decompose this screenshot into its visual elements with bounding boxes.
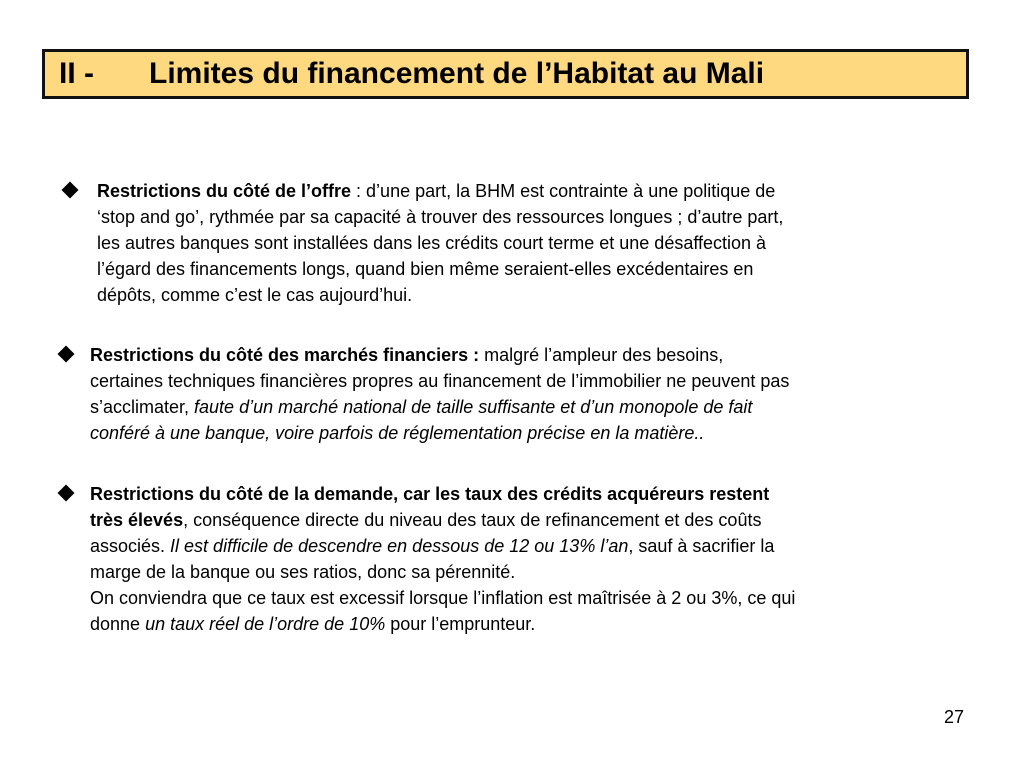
- bullet-markets-line3-plain: s’acclimater,: [90, 397, 195, 417]
- bullet-offer-line3: les autres banques sont installées dans les crédits court terme et une désaffection à: [97, 233, 767, 253]
- bullet-demand-line3-end: , sauf à sacrifier la: [628, 536, 775, 556]
- slide-title: Limites du financement de l’Habitat au Mali: [149, 57, 765, 90]
- bullet-offer-line1: : d’une part, la BHM est contrainte à une politique de: [351, 181, 776, 201]
- bullet-markets-heading: Restrictions du côté des marchés financiers :: [90, 345, 480, 365]
- slide-title-box: [42, 49, 969, 99]
- bullet-markets-line4-italic: conféré à une banque, voire parfois de réglementation précise en la matière..: [90, 423, 705, 443]
- bullet-demand-text: [90, 481, 795, 637]
- bullet-markets-line1: malgré l’ampleur des besoins,: [479, 345, 724, 365]
- bullet-demand-heading-line2: très élevés: [90, 510, 184, 530]
- bullet-markets-text: [90, 342, 789, 446]
- bullet-demand-heading-line1: Restrictions du côté de la demande, car les taux des crédits acquéreurs restent: [90, 484, 770, 504]
- page-number: 27: [943, 707, 964, 727]
- bullet-markets-line3-italic: faute d’un marché national de taille suffisante et d’un monopole de fait: [194, 397, 753, 417]
- diamond-bullet-icon: [58, 485, 75, 502]
- slide-title-number: II -: [59, 57, 94, 90]
- diamond-bullet-icon: [58, 346, 75, 363]
- bullet-demand-line6-end: pour l’emprunteur.: [385, 614, 536, 634]
- bullet-markets-line2: certaines techniques financières propres au financement de l’immobilier ne peuvent pas: [90, 371, 790, 391]
- bullet-demand-line2: , conséquence directe du niveau des taux de refinancement et des coûts: [183, 510, 762, 530]
- bullet-offer-line2: ‘stop and go’, rythmée par sa capacité à trouver des ressources longues ; d’autre part,: [97, 207, 784, 227]
- bullet-offer-line4: l’égard des financements longs, quand bien même seraient-elles excédentaires en: [97, 259, 754, 279]
- bullet-demand-line6-italic: un taux réel de l’ordre de 10%: [145, 614, 386, 634]
- bullet-demand-line3-italic: Il est difficile de descendre en dessous de 12 ou 13% l’an: [170, 536, 629, 556]
- bullet-offer-line5: dépôts, comme c’est le cas aujourd’hui.: [97, 285, 413, 305]
- bullet-offer-text: [97, 178, 783, 308]
- bullet-offer-heading: Restrictions du côté de l’offre: [97, 181, 352, 201]
- diamond-bullet-icon: [62, 182, 79, 199]
- bullet-demand-line6-plain: donne: [90, 614, 146, 634]
- bullet-demand-line3-plain: associés.: [90, 536, 171, 556]
- bullet-demand-line4: marge de la banque ou ses ratios, donc sa pérennité.: [90, 562, 516, 582]
- bullet-demand-line5: On conviendra que ce taux est excessif lorsque l’inflation est maîtrisée à 2 ou 3%, ce qui: [90, 588, 796, 608]
